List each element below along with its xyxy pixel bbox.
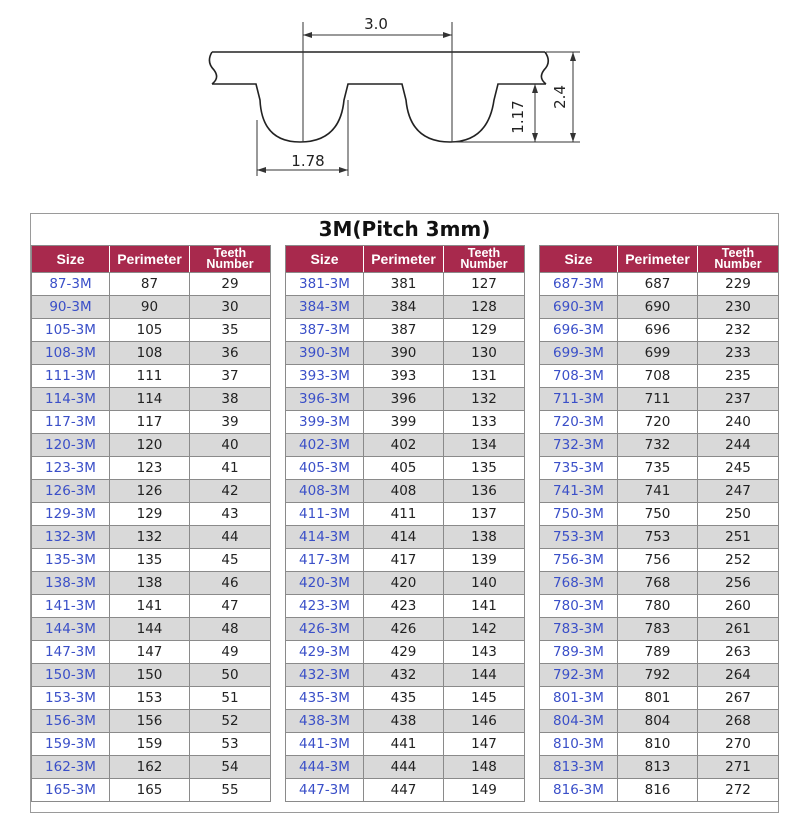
table-row — [286, 663, 524, 686]
cell-teeth: 251 — [698, 525, 778, 548]
cell-size: 687-3M — [540, 272, 618, 295]
cell-perimeter: 165 — [110, 778, 190, 801]
cell-teeth: 260 — [698, 594, 778, 617]
cell-teeth: 232 — [698, 318, 778, 341]
cell-perimeter: 444 — [364, 755, 444, 778]
cell-perimeter: 138 — [110, 571, 190, 594]
cell-perimeter: 792 — [618, 663, 698, 686]
cell-size: 417-3M — [286, 548, 364, 571]
cell-size: 783-3M — [540, 617, 618, 640]
cell-size: 387-3M — [286, 318, 364, 341]
table-row — [540, 594, 778, 617]
table-row — [540, 456, 778, 479]
cell-teeth: 272 — [698, 778, 778, 801]
table-row — [286, 456, 524, 479]
cell-size: 423-3M — [286, 594, 364, 617]
cell-teeth: 237 — [698, 387, 778, 410]
cell-perimeter: 402 — [364, 433, 444, 456]
cell-size: 402-3M — [286, 433, 364, 456]
cell-teeth: 143 — [444, 640, 524, 663]
cell-size: 441-3M — [286, 732, 364, 755]
cell-size: 756-3M — [540, 548, 618, 571]
table-row — [540, 479, 778, 502]
cell-size: 696-3M — [540, 318, 618, 341]
cell-perimeter: 153 — [110, 686, 190, 709]
cell-teeth: 250 — [698, 502, 778, 525]
cell-size: 780-3M — [540, 594, 618, 617]
cell-teeth: 135 — [444, 456, 524, 479]
cell-teeth: 47 — [190, 594, 270, 617]
table-row — [32, 732, 270, 755]
cell-size: 435-3M — [286, 686, 364, 709]
header-teeth-number: Teeth Number — [460, 246, 508, 271]
cell-perimeter: 438 — [364, 709, 444, 732]
cell-perimeter: 114 — [110, 387, 190, 410]
table-row — [286, 571, 524, 594]
cell-perimeter: 708 — [618, 364, 698, 387]
cell-size: 105-3M — [32, 318, 110, 341]
cell-size: 438-3M — [286, 709, 364, 732]
cell-teeth: 271 — [698, 755, 778, 778]
header-perimeter: Perimeter — [618, 246, 698, 272]
cell-teeth: 29 — [190, 272, 270, 295]
cell-perimeter: 381 — [364, 272, 444, 295]
table-row — [286, 640, 524, 663]
cell-perimeter: 789 — [618, 640, 698, 663]
cell-perimeter: 432 — [364, 663, 444, 686]
cell-perimeter: 111 — [110, 364, 190, 387]
cell-perimeter: 768 — [618, 571, 698, 594]
table-row — [286, 732, 524, 755]
cell-size: 150-3M — [32, 663, 110, 686]
cell-teeth: 140 — [444, 571, 524, 594]
cell-perimeter: 426 — [364, 617, 444, 640]
cell-size: 741-3M — [540, 479, 618, 502]
cell-perimeter: 441 — [364, 732, 444, 755]
cell-teeth: 134 — [444, 433, 524, 456]
cell-size: 126-3M — [32, 479, 110, 502]
table-header — [286, 246, 524, 272]
cell-teeth: 42 — [190, 479, 270, 502]
table-row — [286, 295, 524, 318]
cell-perimeter: 687 — [618, 272, 698, 295]
cell-size: 123-3M — [32, 456, 110, 479]
cell-perimeter: 801 — [618, 686, 698, 709]
table-block-3 — [539, 245, 779, 802]
cell-teeth: 230 — [698, 295, 778, 318]
table-row — [286, 410, 524, 433]
cell-teeth: 55 — [190, 778, 270, 801]
cell-teeth: 144 — [444, 663, 524, 686]
cell-teeth: 138 — [444, 525, 524, 548]
cell-teeth: 38 — [190, 387, 270, 410]
cell-teeth: 35 — [190, 318, 270, 341]
cell-teeth: 49 — [190, 640, 270, 663]
cell-perimeter: 804 — [618, 709, 698, 732]
cell-size: 816-3M — [540, 778, 618, 801]
cell-teeth: 43 — [190, 502, 270, 525]
cell-teeth: 148 — [444, 755, 524, 778]
table-row — [286, 364, 524, 387]
cell-teeth: 245 — [698, 456, 778, 479]
cell-size: 381-3M — [286, 272, 364, 295]
cell-size: 162-3M — [32, 755, 110, 778]
cell-teeth: 39 — [190, 410, 270, 433]
cell-size: 147-3M — [32, 640, 110, 663]
cell-perimeter: 753 — [618, 525, 698, 548]
table-row — [32, 295, 270, 318]
size-table — [30, 213, 779, 813]
cell-teeth: 264 — [698, 663, 778, 686]
cell-size: 390-3M — [286, 341, 364, 364]
table-row — [32, 617, 270, 640]
cell-teeth: 263 — [698, 640, 778, 663]
cell-teeth: 256 — [698, 571, 778, 594]
cell-perimeter: 735 — [618, 456, 698, 479]
cell-perimeter: 117 — [110, 410, 190, 433]
cell-size: 144-3M — [32, 617, 110, 640]
table-header — [540, 246, 778, 272]
cell-teeth: 149 — [444, 778, 524, 801]
cell-teeth: 41 — [190, 456, 270, 479]
cell-perimeter: 408 — [364, 479, 444, 502]
cell-perimeter: 108 — [110, 341, 190, 364]
belt-height-dimension: 2.4 — [551, 85, 569, 109]
table-row — [540, 617, 778, 640]
table-row — [32, 548, 270, 571]
cell-perimeter: 783 — [618, 617, 698, 640]
cell-size: 141-3M — [32, 594, 110, 617]
table-row — [540, 663, 778, 686]
table-row — [540, 755, 778, 778]
cell-teeth: 233 — [698, 341, 778, 364]
cell-size: 114-3M — [32, 387, 110, 410]
cell-perimeter: 135 — [110, 548, 190, 571]
cell-perimeter: 120 — [110, 433, 190, 456]
cell-perimeter: 411 — [364, 502, 444, 525]
cell-teeth: 40 — [190, 433, 270, 456]
cell-perimeter: 405 — [364, 456, 444, 479]
table-row — [540, 502, 778, 525]
cell-teeth: 247 — [698, 479, 778, 502]
cell-size: 750-3M — [540, 502, 618, 525]
cell-size: 708-3M — [540, 364, 618, 387]
cell-perimeter: 399 — [364, 410, 444, 433]
header-size: Size — [32, 246, 110, 272]
cell-size: 405-3M — [286, 456, 364, 479]
cell-size: 384-3M — [286, 295, 364, 318]
table-row — [32, 456, 270, 479]
table-row — [32, 410, 270, 433]
table-row — [540, 272, 778, 295]
cell-size: 420-3M — [286, 571, 364, 594]
table-row — [32, 364, 270, 387]
cell-perimeter: 690 — [618, 295, 698, 318]
cell-teeth: 267 — [698, 686, 778, 709]
cell-perimeter: 720 — [618, 410, 698, 433]
table-row — [540, 295, 778, 318]
table-row — [540, 525, 778, 548]
header-perimeter: Perimeter — [364, 246, 444, 272]
table-row — [32, 387, 270, 410]
table-row — [286, 778, 524, 801]
cell-size: 108-3M — [32, 341, 110, 364]
table-row — [540, 548, 778, 571]
cell-perimeter: 126 — [110, 479, 190, 502]
cell-teeth: 50 — [190, 663, 270, 686]
cell-perimeter: 696 — [618, 318, 698, 341]
cell-size: 801-3M — [540, 686, 618, 709]
cell-size: 408-3M — [286, 479, 364, 502]
table-row — [32, 709, 270, 732]
table-row — [540, 709, 778, 732]
cell-perimeter: 414 — [364, 525, 444, 548]
table-row — [540, 341, 778, 364]
cell-size: 789-3M — [540, 640, 618, 663]
cell-perimeter: 384 — [364, 295, 444, 318]
cell-teeth: 261 — [698, 617, 778, 640]
cell-perimeter: 420 — [364, 571, 444, 594]
cell-perimeter: 90 — [110, 295, 190, 318]
cell-size: 699-3M — [540, 341, 618, 364]
cell-perimeter: 141 — [110, 594, 190, 617]
cell-size: 87-3M — [32, 272, 110, 295]
table-row — [286, 272, 524, 295]
cell-teeth: 270 — [698, 732, 778, 755]
cell-size: 399-3M — [286, 410, 364, 433]
cell-size: 129-3M — [32, 502, 110, 525]
header-perimeter: Perimeter — [110, 246, 190, 272]
cell-perimeter: 390 — [364, 341, 444, 364]
cell-perimeter: 105 — [110, 318, 190, 341]
cell-size: 411-3M — [286, 502, 364, 525]
table-row — [540, 686, 778, 709]
table-row — [286, 709, 524, 732]
cell-teeth: 45 — [190, 548, 270, 571]
cell-teeth: 44 — [190, 525, 270, 548]
cell-teeth: 137 — [444, 502, 524, 525]
table-row — [540, 778, 778, 801]
cell-perimeter: 750 — [618, 502, 698, 525]
cell-size: 117-3M — [32, 410, 110, 433]
cell-teeth: 252 — [698, 548, 778, 571]
cell-perimeter: 780 — [618, 594, 698, 617]
cell-perimeter: 699 — [618, 341, 698, 364]
cell-size: 732-3M — [540, 433, 618, 456]
cell-teeth: 136 — [444, 479, 524, 502]
table-row — [32, 640, 270, 663]
tooth-width-dimension: 1.78 — [291, 152, 325, 170]
cell-size: 132-3M — [32, 525, 110, 548]
cell-teeth: 51 — [190, 686, 270, 709]
cell-teeth: 128 — [444, 295, 524, 318]
cell-perimeter: 816 — [618, 778, 698, 801]
cell-perimeter: 810 — [618, 732, 698, 755]
cell-size: 804-3M — [540, 709, 618, 732]
cell-teeth: 139 — [444, 548, 524, 571]
cell-size: 414-3M — [286, 525, 364, 548]
table-row — [32, 594, 270, 617]
cell-teeth: 229 — [698, 272, 778, 295]
cell-size: 711-3M — [540, 387, 618, 410]
cell-perimeter: 423 — [364, 594, 444, 617]
cell-size: 753-3M — [540, 525, 618, 548]
cell-teeth: 141 — [444, 594, 524, 617]
belt-profile-diagram — [0, 0, 800, 205]
cell-size: 426-3M — [286, 617, 364, 640]
cell-teeth: 37 — [190, 364, 270, 387]
cell-size: 444-3M — [286, 755, 364, 778]
cell-perimeter: 417 — [364, 548, 444, 571]
cell-teeth: 130 — [444, 341, 524, 364]
table-row — [286, 341, 524, 364]
cell-size: 447-3M — [286, 778, 364, 801]
cell-perimeter: 429 — [364, 640, 444, 663]
cell-size: 165-3M — [32, 778, 110, 801]
cell-teeth: 142 — [444, 617, 524, 640]
cell-perimeter: 447 — [364, 778, 444, 801]
cell-size: 120-3M — [32, 433, 110, 456]
table-row — [286, 525, 524, 548]
cell-perimeter: 147 — [110, 640, 190, 663]
table-row — [32, 341, 270, 364]
table-row — [286, 387, 524, 410]
table-row — [286, 433, 524, 456]
cell-teeth: 133 — [444, 410, 524, 433]
cell-teeth: 46 — [190, 571, 270, 594]
table-row — [32, 755, 270, 778]
cell-perimeter: 396 — [364, 387, 444, 410]
cell-perimeter: 123 — [110, 456, 190, 479]
cell-teeth: 145 — [444, 686, 524, 709]
table-row — [32, 778, 270, 801]
cell-perimeter: 387 — [364, 318, 444, 341]
belt-outline — [209, 52, 548, 142]
header-size: Size — [286, 246, 364, 272]
cell-teeth: 36 — [190, 341, 270, 364]
table-row — [32, 525, 270, 548]
cell-size: 156-3M — [32, 709, 110, 732]
cell-teeth: 240 — [698, 410, 778, 433]
table-header — [32, 246, 270, 272]
table-row — [32, 502, 270, 525]
table-row — [286, 755, 524, 778]
header-teeth-number: Teeth Number — [714, 246, 762, 271]
cell-size: 429-3M — [286, 640, 364, 663]
cell-perimeter: 132 — [110, 525, 190, 548]
cell-size: 792-3M — [540, 663, 618, 686]
cell-size: 396-3M — [286, 387, 364, 410]
header-teeth-number: Teeth Number — [206, 246, 254, 271]
cell-perimeter: 756 — [618, 548, 698, 571]
cell-size: 810-3M — [540, 732, 618, 755]
cell-size: 111-3M — [32, 364, 110, 387]
cell-teeth: 127 — [444, 272, 524, 295]
table-block-1 — [31, 245, 271, 802]
cell-size: 768-3M — [540, 571, 618, 594]
table-row — [286, 617, 524, 640]
cell-perimeter: 87 — [110, 272, 190, 295]
cell-perimeter: 393 — [364, 364, 444, 387]
cell-perimeter: 144 — [110, 617, 190, 640]
table-row — [32, 663, 270, 686]
table-block-2 — [285, 245, 525, 802]
table-row — [540, 318, 778, 341]
table-row — [286, 318, 524, 341]
table-row — [32, 479, 270, 502]
cell-perimeter: 159 — [110, 732, 190, 755]
cell-perimeter: 129 — [110, 502, 190, 525]
cell-teeth: 244 — [698, 433, 778, 456]
table-row — [540, 433, 778, 456]
cell-teeth: 235 — [698, 364, 778, 387]
table-row — [286, 594, 524, 617]
cell-teeth: 129 — [444, 318, 524, 341]
cell-teeth: 146 — [444, 709, 524, 732]
cell-teeth: 131 — [444, 364, 524, 387]
cell-teeth: 147 — [444, 732, 524, 755]
table-row — [32, 571, 270, 594]
cell-teeth: 53 — [190, 732, 270, 755]
table-row — [540, 387, 778, 410]
cell-perimeter: 156 — [110, 709, 190, 732]
table-row — [32, 686, 270, 709]
cell-perimeter: 435 — [364, 686, 444, 709]
table-row — [540, 410, 778, 433]
tooth-height-dimension: 1.17 — [509, 100, 527, 134]
cell-teeth: 30 — [190, 295, 270, 318]
cell-perimeter: 732 — [618, 433, 698, 456]
table-row — [286, 686, 524, 709]
cell-size: 138-3M — [32, 571, 110, 594]
cell-size: 432-3M — [286, 663, 364, 686]
cell-perimeter: 150 — [110, 663, 190, 686]
cell-perimeter: 813 — [618, 755, 698, 778]
cell-size: 90-3M — [32, 295, 110, 318]
cell-size: 159-3M — [32, 732, 110, 755]
cell-teeth: 132 — [444, 387, 524, 410]
table-row — [540, 571, 778, 594]
table-row — [540, 640, 778, 663]
table-title: 3M(Pitch 3mm) — [318, 217, 491, 241]
header-size: Size — [540, 246, 618, 272]
cell-size: 813-3M — [540, 755, 618, 778]
table-row — [286, 479, 524, 502]
cell-perimeter: 162 — [110, 755, 190, 778]
cell-size: 720-3M — [540, 410, 618, 433]
cell-size: 690-3M — [540, 295, 618, 318]
cell-teeth: 54 — [190, 755, 270, 778]
cell-teeth: 268 — [698, 709, 778, 732]
cell-size: 153-3M — [32, 686, 110, 709]
table-row — [540, 732, 778, 755]
cell-teeth: 48 — [190, 617, 270, 640]
table-row — [286, 502, 524, 525]
cell-perimeter: 741 — [618, 479, 698, 502]
cell-size: 735-3M — [540, 456, 618, 479]
table-row — [32, 433, 270, 456]
cell-teeth: 52 — [190, 709, 270, 732]
table-row — [286, 548, 524, 571]
table-row — [540, 364, 778, 387]
cell-size: 135-3M — [32, 548, 110, 571]
table-row — [32, 318, 270, 341]
cell-perimeter: 711 — [618, 387, 698, 410]
pitch-dimension: 3.0 — [364, 15, 388, 33]
table-row — [32, 272, 270, 295]
cell-size: 393-3M — [286, 364, 364, 387]
